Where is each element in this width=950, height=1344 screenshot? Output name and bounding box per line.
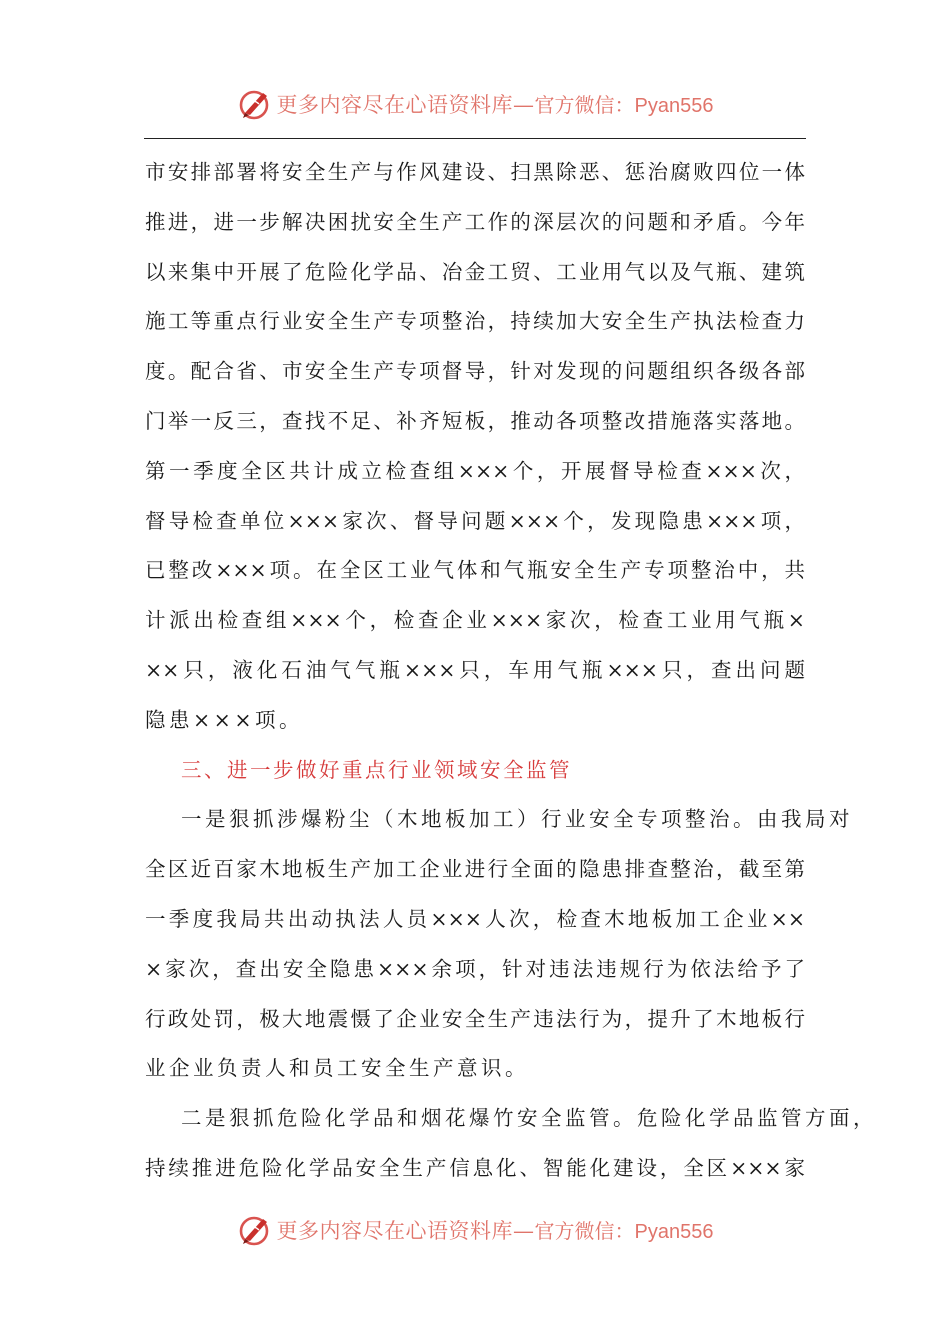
paragraph-line: 一是狠抓涉爆粉尘（木地板加工）行业安全专项整治。由我局对 — [181, 807, 853, 832]
document-body — [145, 148, 877, 1194]
header-divider — [144, 138, 806, 139]
site-slogan: 更多内容尽在心语资料库— — [276, 1219, 535, 1243]
paragraph-line: 持续推进危险化学品安全生产信息化、智能化建设，全区×××家 — [145, 1155, 805, 1180]
paragraph-line: 施工等重点行业安全生产专项整治，持续加大安全生产执法检查力 — [145, 309, 805, 334]
site-slogan: 更多内容尽在心语资料库— — [276, 93, 535, 117]
paragraph-line: 二是狠抓危险化学品和烟花爆竹安全监管。危险化学品监管方面， — [181, 1106, 877, 1131]
paragraph-line: 以来集中开展了危险化学品、冶金工贸、工业用气以及气瓶、建筑 — [145, 259, 805, 284]
paragraph-line: 已整改×××项。在全区工业气体和气瓶安全生产专项整治中，共 — [145, 558, 805, 583]
section-heading: 三、进一步做好重点行业领域安全监管 — [181, 757, 572, 782]
paragraph-line: 门举一反三，查找不足、补齐短板，推动各项整改措施落实落地。 — [145, 408, 805, 433]
paragraph-line: 业企业负责人和员工安全生产意识。 — [145, 1056, 529, 1081]
paragraph-line: ××只，液化石油气气瓶×××只，车用气瓶×××只，查出问题 — [145, 657, 805, 682]
wechat-id: 官方微信：Pyan556 — [534, 95, 714, 117]
paragraph-line: 全区近百家木地板生产加工企业进行全面的隐患排查整治，截至第 — [145, 857, 805, 882]
paragraph-line: 隐患×××项。 — [145, 707, 304, 732]
footer-banner — [0, 1208, 950, 1252]
pen-logo-icon — [237, 86, 273, 122]
paragraph-line: 度。配合省、市安全生产专项督导，针对发现的问题组织各级各部 — [145, 359, 805, 384]
paragraph-line: 行政处罚，极大地震慑了企业安全生产违法行为，提升了木地板行 — [145, 1006, 805, 1031]
wechat-id: 官方微信：Pyan556 — [534, 1221, 714, 1243]
pen-logo-icon — [237, 1212, 273, 1248]
paragraph-line: 计派出检查组×××个，检查企业×××家次，检查工业用气瓶× — [145, 608, 805, 633]
paragraph-line: 第一季度全区共计成立检查组×××个，开展督导检查×××次， — [145, 458, 805, 483]
paragraph-line: 一季度我局共出动执法人员×××人次，检查木地板加工企业×× — [145, 906, 805, 931]
paragraph-line: ×家次，查出安全隐患×××余项，针对违法违规行为依法给予了 — [145, 956, 805, 981]
paragraph-line: 督导检查单位×××家次、督导问题×××个，发现隐患×××项， — [145, 508, 805, 533]
header-banner — [0, 82, 950, 126]
paragraph-line: 推进，进一步解决困扰安全生产工作的深层次的问题和矛盾。今年 — [145, 209, 805, 234]
paragraph-line: 市安排部署将安全生产与作风建设、扫黑除恶、惩治腐败四位一体 — [145, 160, 805, 184]
